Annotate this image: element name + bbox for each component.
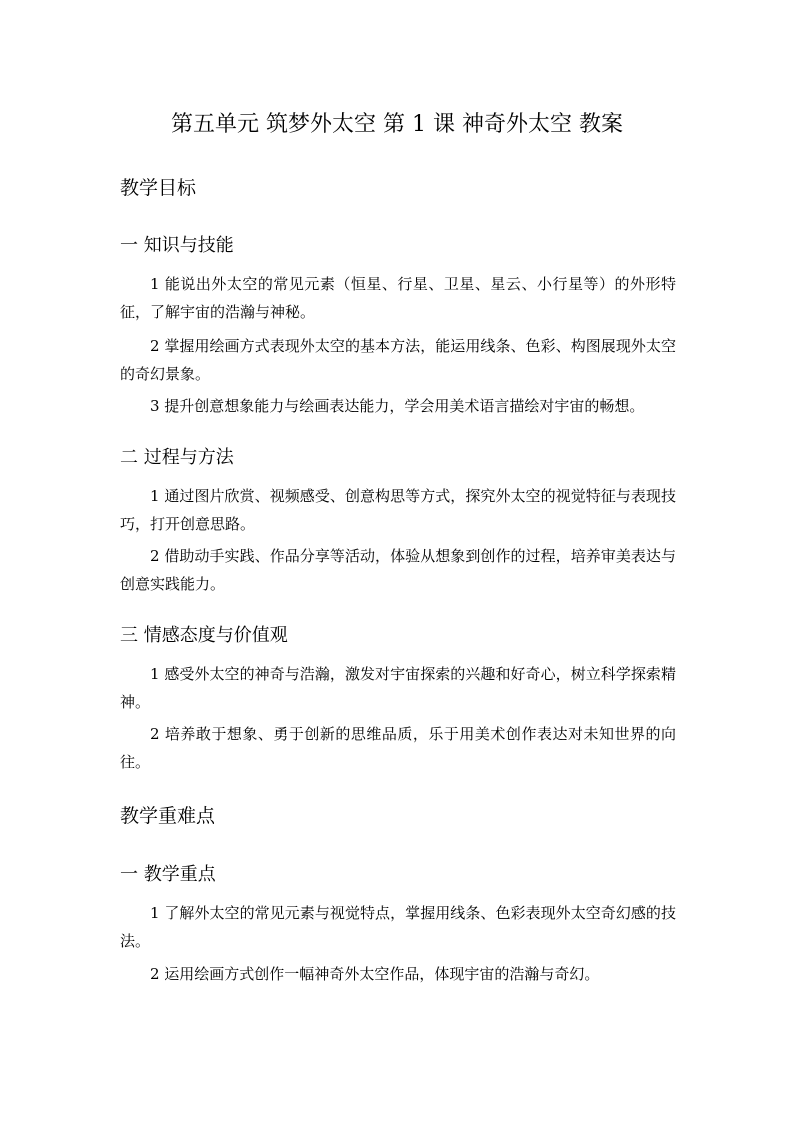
paragraph: 3 提升创意想象能力与绘画表达能力，学会用美术语言描绘对宇宙的畅想。 bbox=[150, 397, 645, 415]
paragraph: 2 掌握用绘画方式表现外太空的基本方法，能运用线条、色彩、构图展现外太空的奇幻景象。 bbox=[120, 337, 676, 383]
paragraph: 1 了解外太空的常见元素与视觉特点，掌握用线条、色彩表现外太空奇幻感的技法。 bbox=[120, 904, 676, 950]
subsection-heading-emotion-values: 三 情感态度与价值观 bbox=[120, 625, 288, 646]
paragraph: 1 通过图片欣赏、视频感受、创意构思等方式，探究外太空的视觉特征与表现技巧，打开创意思路。 bbox=[120, 487, 676, 533]
paragraph: 2 培养敢于想象、勇于创新的思维品质，乐于用美术创作表达对未知世界的向往。 bbox=[120, 725, 676, 771]
section-heading-key-difficult-points: 教学重难点 bbox=[120, 805, 216, 827]
subsection-heading-teaching-key-points: 一 教学重点 bbox=[120, 864, 216, 885]
paragraph: 1 能说出外太空的常见元素（恒星、行星、卫星、星云、小行星等）的外形特征，了解宇宙的浩瀚与神秘。 bbox=[120, 275, 676, 321]
subsection-heading-process-methods: 二 过程与方法 bbox=[120, 447, 234, 468]
section-heading-teaching-objectives: 教学目标 bbox=[120, 177, 197, 199]
paragraph: 1 感受外太空的神奇与浩瀚，激发对宇宙探索的兴趣和好奇心，树立科学探索精神。 bbox=[120, 665, 676, 711]
document-title: 第五单元 筑梦外太空 第 1 课 神奇外太空 教案 bbox=[171, 112, 623, 137]
paragraph: 2 借助动手实践、作品分享等活动，体验从想象到创作的过程，培养审美表达与创意实践能力。 bbox=[120, 547, 676, 593]
paragraph: 2 运用绘画方式创作一幅神奇外太空作品，体现宇宙的浩瀚与奇幻。 bbox=[150, 965, 600, 983]
subsection-heading-knowledge-skills: 一 知识与技能 bbox=[120, 235, 234, 256]
